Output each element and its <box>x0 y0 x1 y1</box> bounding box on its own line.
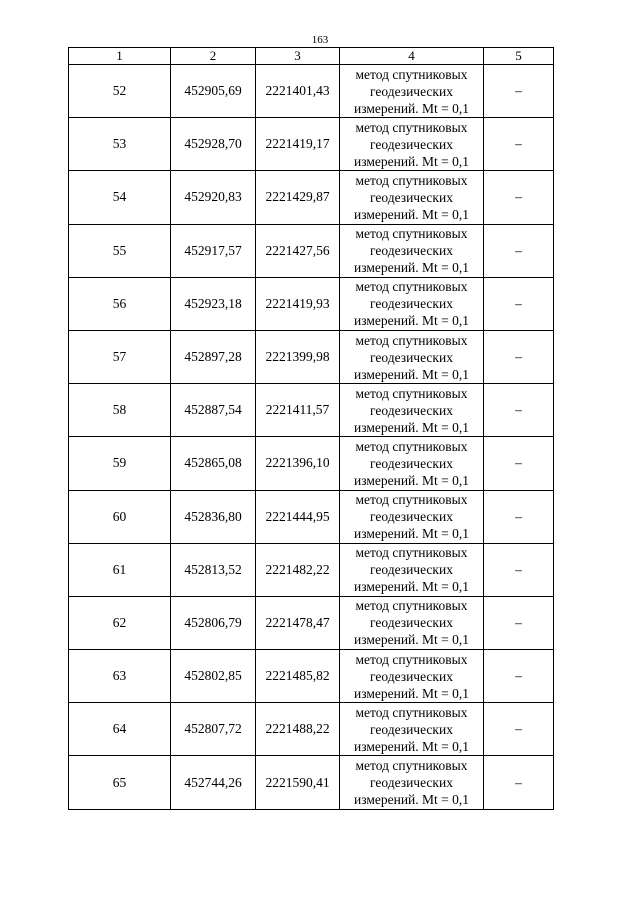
point-number: 55 <box>69 224 171 277</box>
table-row <box>69 277 554 330</box>
table-row <box>69 756 554 809</box>
y-coordinate: 2221590,41 <box>256 756 340 809</box>
method-line: геодезических <box>370 136 453 152</box>
method-line: измерений. Mt = 0,1 <box>353 526 470 542</box>
method-line: измерений. Mt = 0,1 <box>353 313 470 329</box>
column-header: 3 <box>256 48 340 65</box>
method-line: метод спутниковых <box>355 279 468 295</box>
column-header: 5 <box>484 48 554 65</box>
table-row <box>69 384 554 437</box>
method-cell <box>340 490 484 543</box>
method-line: геодезических <box>370 615 453 631</box>
x-coordinate: 452836,80 <box>171 490 256 543</box>
note-cell: – <box>484 277 554 330</box>
method-line: метод спутниковых <box>355 172 468 188</box>
y-coordinate: 2221478,47 <box>256 596 340 649</box>
method-line: геодезических <box>370 775 453 791</box>
method-line: метод спутниковых <box>355 545 468 561</box>
method-cell <box>340 703 484 756</box>
y-coordinate: 2221401,43 <box>256 65 340 118</box>
method-line: метод спутниковых <box>355 758 468 774</box>
table-body <box>69 65 554 810</box>
note-cell: – <box>484 330 554 383</box>
method-cell <box>340 330 484 383</box>
table-row <box>69 437 554 490</box>
table-row <box>69 650 554 703</box>
note-cell: – <box>484 596 554 649</box>
table-row <box>69 224 554 277</box>
x-coordinate: 452928,70 <box>171 118 256 171</box>
method-cell <box>340 596 484 649</box>
x-coordinate: 452887,54 <box>171 384 256 437</box>
point-number: 52 <box>69 65 171 118</box>
note-cell: – <box>484 384 554 437</box>
method-line: метод спутниковых <box>355 598 468 614</box>
method-line: измерений. Mt = 0,1 <box>353 260 470 276</box>
method-line: измерений. Mt = 0,1 <box>353 100 470 116</box>
coordinates-table <box>68 47 554 810</box>
method-line: метод спутниковых <box>355 704 468 720</box>
x-coordinate: 452802,85 <box>171 650 256 703</box>
method-line: геодезических <box>370 721 453 737</box>
table-row <box>69 490 554 543</box>
note-cell: – <box>484 118 554 171</box>
method-line: измерений. Mt = 0,1 <box>353 632 470 648</box>
point-number: 64 <box>69 703 171 756</box>
y-coordinate: 2221444,95 <box>256 490 340 543</box>
point-number: 56 <box>69 277 171 330</box>
table-row <box>69 118 554 171</box>
method-cell <box>340 171 484 224</box>
x-coordinate: 452917,57 <box>171 224 256 277</box>
method-line: геодезических <box>370 668 453 684</box>
y-coordinate: 2221427,56 <box>256 224 340 277</box>
point-number: 54 <box>69 171 171 224</box>
method-line: измерений. Mt = 0,1 <box>353 738 470 754</box>
y-coordinate: 2221485,82 <box>256 650 340 703</box>
method-line: измерений. Mt = 0,1 <box>353 472 470 488</box>
method-cell <box>340 650 484 703</box>
x-coordinate: 452865,08 <box>171 437 256 490</box>
column-header: 2 <box>171 48 256 65</box>
method-line: геодезических <box>370 243 453 259</box>
method-line: измерений. Mt = 0,1 <box>353 685 470 701</box>
point-number: 60 <box>69 490 171 543</box>
table-row <box>69 543 554 596</box>
method-line: геодезических <box>370 349 453 365</box>
method-cell <box>340 384 484 437</box>
point-number: 53 <box>69 118 171 171</box>
x-coordinate: 452920,83 <box>171 171 256 224</box>
table-row <box>69 596 554 649</box>
table-row <box>69 65 554 118</box>
y-coordinate: 2221411,57 <box>256 384 340 437</box>
y-coordinate: 2221419,93 <box>256 277 340 330</box>
method-line: геодезических <box>370 189 453 205</box>
note-cell: – <box>484 650 554 703</box>
method-line: метод спутниковых <box>355 651 468 667</box>
point-number: 57 <box>69 330 171 383</box>
note-cell: – <box>484 703 554 756</box>
y-coordinate: 2221488,22 <box>256 703 340 756</box>
method-line: измерений. Mt = 0,1 <box>353 206 470 222</box>
method-line: геодезических <box>370 83 453 99</box>
method-line: метод спутниковых <box>355 332 468 348</box>
column-header: 4 <box>340 48 484 65</box>
note-cell: – <box>484 756 554 809</box>
point-number: 61 <box>69 543 171 596</box>
note-cell: – <box>484 65 554 118</box>
header-row <box>69 48 554 65</box>
note-cell: – <box>484 543 554 596</box>
note-cell: – <box>484 490 554 543</box>
point-number: 62 <box>69 596 171 649</box>
x-coordinate: 452905,69 <box>171 65 256 118</box>
method-line: геодезических <box>370 296 453 312</box>
method-line: измерений. Mt = 0,1 <box>353 366 470 382</box>
method-cell <box>340 118 484 171</box>
note-cell: – <box>484 171 554 224</box>
method-cell <box>340 756 484 809</box>
table-row <box>69 171 554 224</box>
y-coordinate: 2221419,17 <box>256 118 340 171</box>
method-line: геодезических <box>370 455 453 471</box>
method-cell <box>340 543 484 596</box>
method-line: метод спутниковых <box>355 119 468 135</box>
method-cell <box>340 65 484 118</box>
column-header: 1 <box>69 48 171 65</box>
x-coordinate: 452923,18 <box>171 277 256 330</box>
note-cell: – <box>484 224 554 277</box>
page-number: 163 <box>311 34 329 46</box>
method-line: измерений. Mt = 0,1 <box>353 579 470 595</box>
method-line: метод спутниковых <box>355 385 468 401</box>
point-number: 59 <box>69 437 171 490</box>
method-cell <box>340 437 484 490</box>
table-row <box>69 330 554 383</box>
method-line: геодезических <box>370 562 453 578</box>
method-cell <box>340 277 484 330</box>
table-row <box>69 703 554 756</box>
method-line: геодезических <box>370 402 453 418</box>
method-line: измерений. Mt = 0,1 <box>353 419 470 435</box>
method-line: метод спутниковых <box>355 438 468 454</box>
method-line: измерений. Mt = 0,1 <box>353 792 470 808</box>
method-line: метод спутниковых <box>355 66 468 82</box>
y-coordinate: 2221396,10 <box>256 437 340 490</box>
x-coordinate: 452806,79 <box>171 596 256 649</box>
note-cell: – <box>484 437 554 490</box>
point-number: 63 <box>69 650 171 703</box>
y-coordinate: 2221399,98 <box>256 330 340 383</box>
x-coordinate: 452807,72 <box>171 703 256 756</box>
method-line: метод спутниковых <box>355 226 468 242</box>
x-coordinate: 452897,28 <box>171 330 256 383</box>
method-line: измерений. Mt = 0,1 <box>353 153 470 169</box>
y-coordinate: 2221429,87 <box>256 171 340 224</box>
method-line: метод спутниковых <box>355 492 468 508</box>
method-cell <box>340 224 484 277</box>
x-coordinate: 452744,26 <box>171 756 256 809</box>
x-coordinate: 452813,52 <box>171 543 256 596</box>
y-coordinate: 2221482,22 <box>256 543 340 596</box>
method-line: геодезических <box>370 509 453 525</box>
point-number: 58 <box>69 384 171 437</box>
point-number: 65 <box>69 756 171 809</box>
